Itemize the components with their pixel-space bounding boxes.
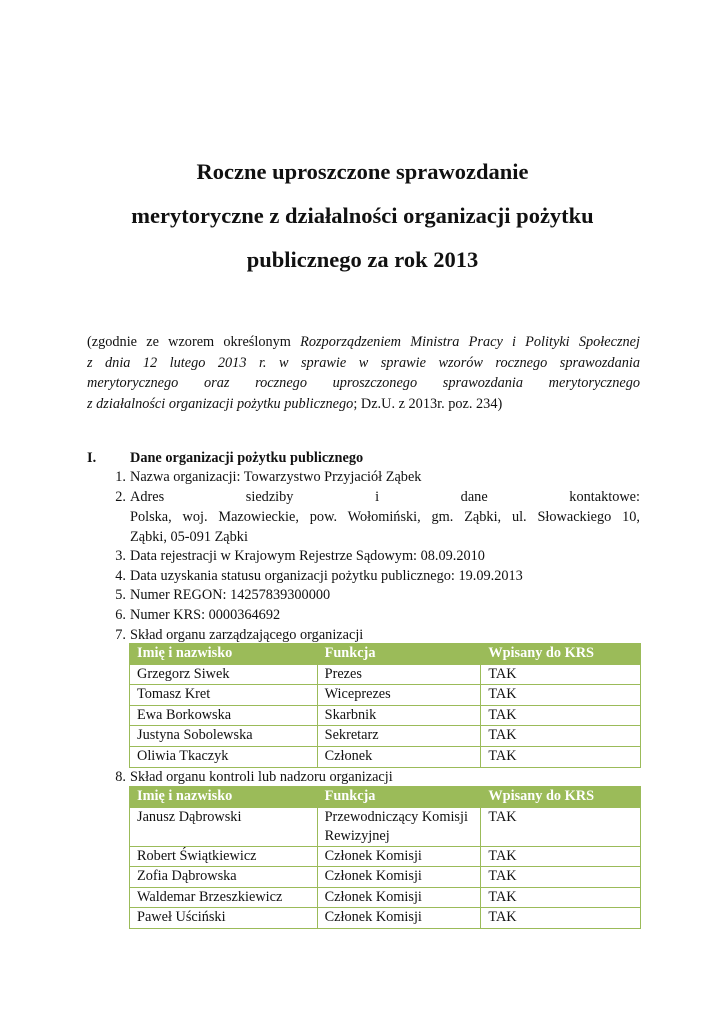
cell-krs: TAK <box>481 705 641 726</box>
cell-krs: TAK <box>481 908 641 929</box>
list-text: Skład organu zarządzającego organizacji <box>130 627 364 643</box>
cell-role: Członek Komisji <box>317 887 481 908</box>
list-item-address <box>115 487 640 547</box>
cell-name: Janusz Dąbrowski <box>130 807 318 846</box>
cell-role-line-2: Rewizyjnej <box>324 827 390 844</box>
cell-name: Waldemar Brzeszkiewicz <box>130 887 318 908</box>
table-row <box>130 705 641 726</box>
list-text: Data rejestracji w Krajowym Rejestrze Sądowym: 08.09.2010 <box>130 548 485 564</box>
title-line-2: merytoryczne z działalności organizacji pożytku <box>131 203 594 228</box>
document-title <box>60 150 665 282</box>
section-heading <box>87 448 640 468</box>
intro-line-1-italic: Rozporządzeniem Ministra Pracy i Polityki Społecznej <box>300 334 640 350</box>
table-header-row <box>130 787 641 808</box>
intro-line-3-italic: merytorycznego oraz rocznego uproszczonego sprawozdania merytorycznego <box>87 375 640 391</box>
cell-krs: TAK <box>481 746 641 767</box>
header-name: Imię i nazwisko <box>130 644 318 665</box>
cell-role-line-1: Przewodniczący Komisji <box>324 808 468 825</box>
cell-krs: TAK <box>481 887 641 908</box>
list-item-organization-name <box>115 467 640 487</box>
cell-role: Skarbnik <box>317 705 481 726</box>
list-text: Nazwa organizacji: Towarzystwo Przyjaciół Ząbek <box>130 469 422 485</box>
cell-role: Prezes <box>317 664 481 685</box>
table-row <box>130 664 641 685</box>
list-number: 7. <box>115 627 126 643</box>
cell-name: Tomasz Kret <box>130 685 318 706</box>
title-line-1: Roczne uproszczone sprawozdanie <box>196 159 529 184</box>
list-number: 2. <box>115 489 126 505</box>
cell-role: Członek Komisji <box>317 867 481 888</box>
table-row <box>130 908 641 929</box>
table-row <box>130 685 641 706</box>
cell-krs: TAK <box>481 846 641 867</box>
legal-basis-note <box>87 332 640 414</box>
list-item-krs <box>115 605 640 625</box>
cell-role: Sekretarz <box>317 726 481 747</box>
table-row <box>130 726 641 747</box>
list-text: Numer REGON: 14257839300000 <box>130 587 331 603</box>
cell-krs: TAK <box>481 664 641 685</box>
cell-name: Paweł Uściński <box>130 908 318 929</box>
list-item-regon <box>115 585 640 605</box>
cell-role: Członek <box>317 746 481 767</box>
header-name: Imię i nazwisko <box>130 787 318 808</box>
header-role: Funkcja <box>317 787 481 808</box>
intro-line-4-plain: ; Dz.U. z 2013r. poz. 234) <box>353 395 503 412</box>
list-number: 5. <box>115 587 126 603</box>
list-item-opp-status-date <box>115 566 640 586</box>
list-number: 8. <box>115 769 126 785</box>
header-krs: Wpisany do KRS <box>481 644 641 665</box>
board-table <box>129 643 641 768</box>
title-line-3: publicznego za rok 2013 <box>246 247 479 272</box>
cell-name: Grzegorz Siwek <box>130 664 318 685</box>
intro-line-1-plain: (zgodnie ze wzorem określonym <box>87 334 301 350</box>
list-text: Numer KRS: 0000364692 <box>130 607 281 623</box>
cell-name: Robert Świątkiewicz <box>130 846 318 867</box>
address-line-1: Polska, woj. Mazowieckie, pow. Wołomiński, gm. Ząbki, ul. Słowackiego 10, <box>130 509 640 525</box>
list-number: 1. <box>115 469 126 485</box>
cell-role: Wiceprezes <box>317 685 481 706</box>
address-label: Adres siedziby i dane kontaktowe: <box>130 489 640 505</box>
intro-line-1 <box>87 332 640 353</box>
table-header-row <box>130 644 641 665</box>
list-item-registration-date <box>115 546 640 566</box>
intro-line-2 <box>87 353 640 374</box>
table-row <box>130 807 641 846</box>
cell-role <box>317 807 481 846</box>
list-number: 4. <box>115 568 126 584</box>
table-row <box>130 887 641 908</box>
list-item-board <box>115 625 640 645</box>
list-number: 6. <box>115 607 126 623</box>
cell-role: Członek Komisji <box>317 908 481 929</box>
intro-line-3 <box>87 373 640 394</box>
cell-krs: TAK <box>481 807 641 846</box>
cell-name: Justyna Sobolewska <box>130 726 318 747</box>
audit-table <box>129 786 641 929</box>
cell-krs: TAK <box>481 867 641 888</box>
cell-krs: TAK <box>481 726 641 747</box>
cell-krs: TAK <box>481 685 641 706</box>
header-role: Funkcja <box>317 644 481 665</box>
list-text: Skład organu kontroli lub nadzoru organizacji <box>130 769 393 785</box>
intro-line-4-italic: z działalności organizacji pożytku publicznego <box>87 395 354 412</box>
table-row <box>130 746 641 767</box>
section-number: I. <box>87 450 97 466</box>
cell-name: Ewa Borkowska <box>130 705 318 726</box>
cell-role: Członek Komisji <box>317 846 481 867</box>
table-row <box>130 867 641 888</box>
header-krs: Wpisany do KRS <box>481 787 641 808</box>
intro-line-4 <box>87 394 640 415</box>
list-item-audit <box>115 767 640 787</box>
table-row <box>130 846 641 867</box>
cell-name: Zofia Dąbrowska <box>130 867 318 888</box>
section-title: Dane organizacji pożytku publicznego <box>130 450 364 466</box>
list-text: Data uzyskania statusu organizacji pożytku publicznego: 19.09.2013 <box>130 568 523 584</box>
list-number: 3. <box>115 548 126 564</box>
address-line-2: Ząbki, 05-091 Ząbki <box>130 529 248 545</box>
intro-line-2-italic: z dnia 12 lutego 2013 r. w sprawie w sprawie wzorów rocznego sprawozdania <box>87 354 640 371</box>
cell-name: Oliwia Tkaczyk <box>130 746 318 767</box>
